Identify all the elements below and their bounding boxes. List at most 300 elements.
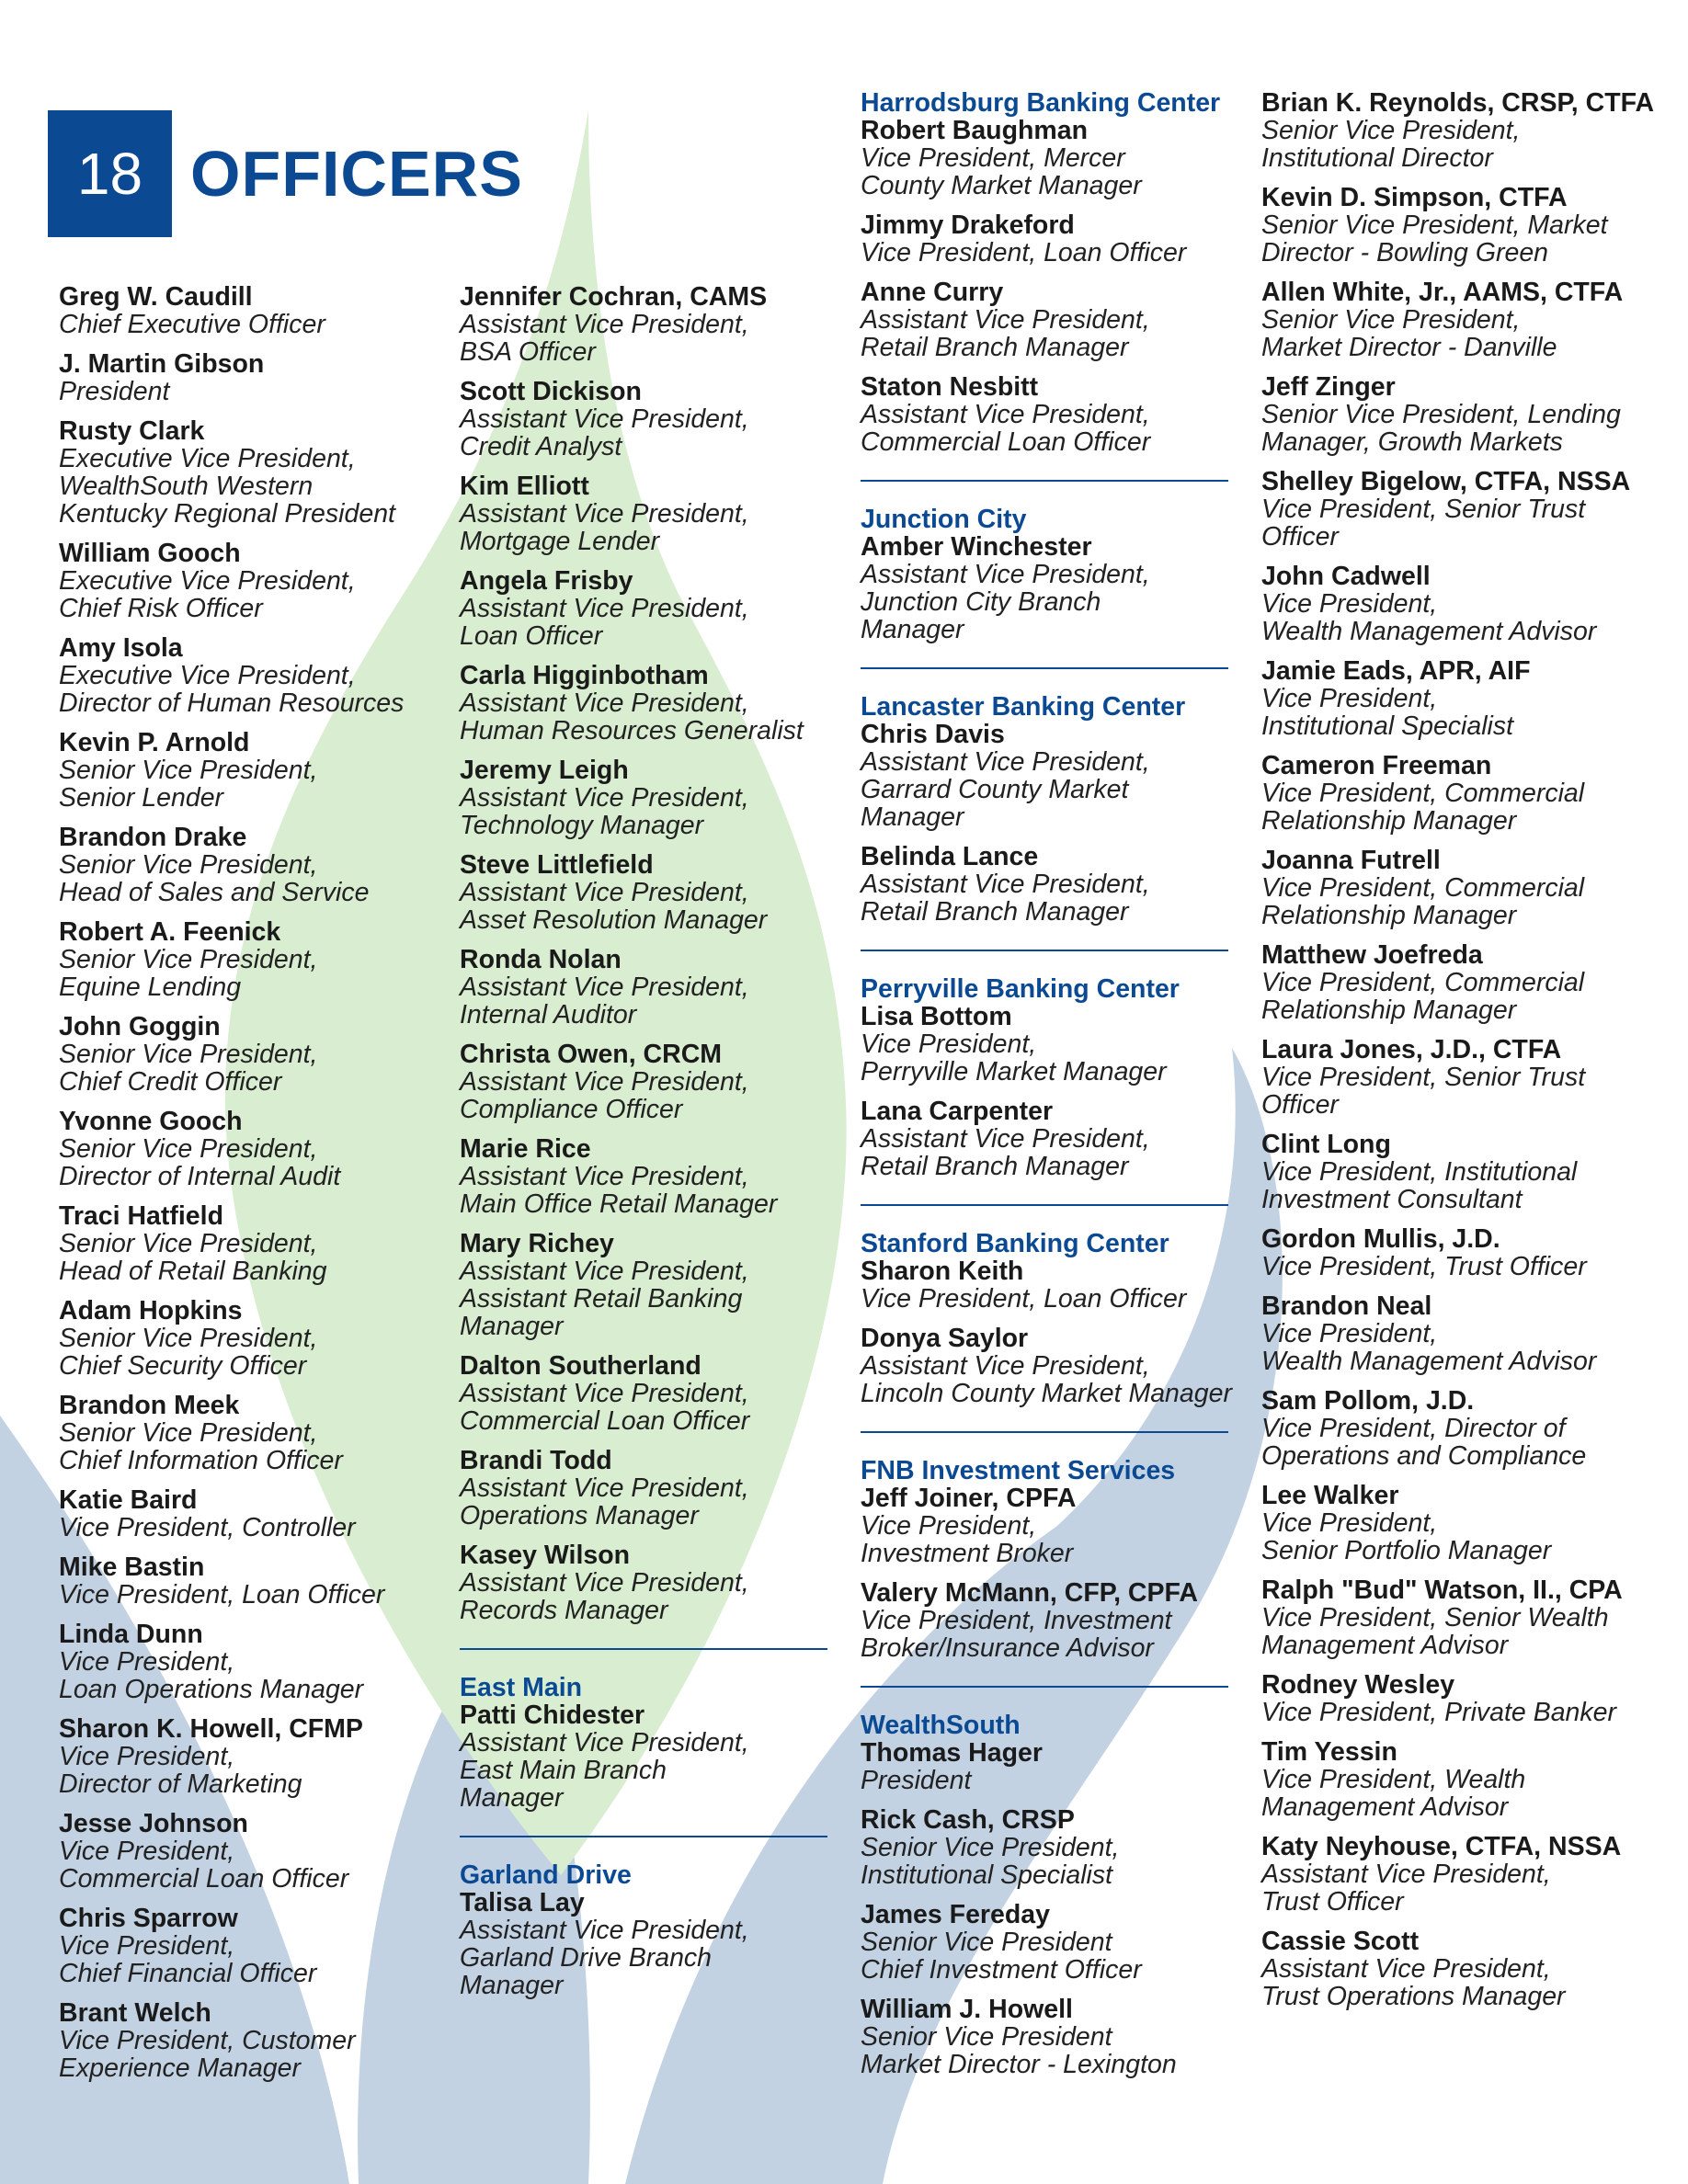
officer-title: Assistant Vice President, [460, 1728, 749, 1757]
officer-title: Vice President, Commercial [1261, 873, 1585, 903]
officer-entry [59, 1999, 404, 2082]
officer-name: Lee Walker [1261, 1481, 1399, 1510]
officer-name: Clint Long [1261, 1130, 1391, 1159]
officer-entry [460, 1447, 827, 1530]
officer-entry [861, 1257, 1232, 1313]
officer-title: Assistant Vice President, [460, 973, 749, 1002]
officer-name: Kasey Wilson [460, 1541, 631, 1570]
officer-title: WealthSouth Western [59, 472, 314, 501]
officer-title: Vice President, Loan Officer [861, 1284, 1187, 1314]
officer-title: Assistant Vice President, [460, 1379, 749, 1408]
officer-title: Asset Resolution Manager [460, 905, 768, 935]
officer-title: Assistant Vice President, [861, 560, 1150, 589]
officer-name: Sharon K. Howell, CFMP [59, 1714, 363, 1744]
officer-name: Steve Littlefield [460, 850, 654, 880]
officer-title: Senior Vice President, [59, 850, 318, 880]
officer-title: Executive Vice President, [59, 566, 356, 596]
officer-title: Vice President, Private Banker [1261, 1698, 1617, 1727]
officer-name: Jesse Johnson [59, 1809, 248, 1838]
officer-entry [861, 1098, 1232, 1180]
officer-entry [460, 378, 827, 461]
officer-entry [861, 1579, 1232, 1662]
officer-title: Vice President, Senior Trust [1261, 495, 1586, 524]
officer-title: Vice President, Institutional [1261, 1157, 1578, 1187]
officer-name: Katy Neyhouse, CTFA, NSSA [1261, 1832, 1622, 1861]
officer-title: Senior Vice President, Lending [1261, 400, 1621, 429]
officer-entry [1261, 373, 1654, 456]
officer-entry [59, 634, 404, 717]
officer-title: Vice President, Senior Trust [1261, 1063, 1586, 1092]
officer-name: Yvonne Gooch [59, 1107, 243, 1136]
officer-name: Adam Hopkins [59, 1296, 243, 1325]
officer-title: Investment Consultant [1261, 1185, 1523, 1214]
officer-title: Assistant Vice President, [460, 1067, 749, 1097]
officer-title: Vice President, Controller [59, 1513, 356, 1542]
branch-section [861, 975, 1232, 1180]
officer-title: Senior Vice President, [59, 1134, 318, 1164]
officer-name: Brandon Neal [1261, 1291, 1432, 1321]
officer-title: Vice President, [59, 1837, 235, 1866]
officer-entry [861, 1484, 1232, 1567]
officer-title: Vice President, Mercer [861, 143, 1125, 173]
officer-name: James Fereday [861, 1900, 1050, 1929]
officer-name: Lana Carpenter [861, 1097, 1054, 1126]
officer-entry [1261, 941, 1654, 1024]
page-number-box [48, 110, 172, 237]
officer-entry [861, 1996, 1232, 2078]
branch-section-title: Lancaster Banking Center [861, 692, 1186, 722]
officer-entry [460, 1041, 827, 1123]
officer-name: Joanna Futrell [1261, 846, 1441, 875]
officer-entry [59, 824, 404, 906]
officer-entry [1261, 657, 1654, 740]
officer-title: Management Advisor [1261, 1631, 1509, 1660]
officer-title: Vice President, [861, 1029, 1037, 1059]
branch-section-title: Junction City [861, 505, 1027, 534]
section-divider [460, 1648, 827, 1650]
officer-name: J. Martin Gibson [59, 349, 265, 379]
officer-entry [861, 211, 1232, 267]
officer-entry [460, 1352, 827, 1435]
officer-title: Director of Human Resources [59, 688, 405, 718]
officer-title: Assistant Vice President, [460, 499, 749, 529]
officer-entry [59, 729, 404, 812]
officer-title: Mortgage Lender [460, 527, 660, 556]
officer-entry [460, 1889, 827, 1999]
officer-title: Chief Risk Officer [59, 594, 263, 623]
officer-title: Operations Manager [460, 1501, 699, 1530]
officer-entry [59, 417, 404, 528]
officer-title: Lincoln County Market Manager [861, 1379, 1232, 1408]
officer-title: Assistant Vice President, [861, 1124, 1150, 1154]
officer-title: Retail Branch Manager [861, 333, 1129, 362]
officer-title: Management Advisor [1261, 1792, 1509, 1822]
officer-entry [59, 1108, 404, 1190]
section-divider [861, 667, 1228, 669]
officer-name: Rusty Clark [59, 416, 205, 446]
officer-title: Institutional Director [1261, 143, 1493, 173]
branch-section-title: Stanford Banking Center [861, 1229, 1169, 1258]
officer-title: Senior Vice President, [1261, 116, 1521, 145]
officer-entry [1261, 1131, 1654, 1213]
officer-entry [460, 1701, 827, 1812]
officer-name: Brian K. Reynolds, CRSP, CTFA [1261, 88, 1655, 118]
officer-title: Vice President, [1261, 1319, 1438, 1348]
officer-name: Sam Pollom, J.D. [1261, 1386, 1475, 1416]
officer-title: Wealth Management Advisor [1261, 617, 1597, 646]
officer-title: Vice President, Director of [1261, 1414, 1566, 1443]
officer-title: Vice President, [59, 1742, 235, 1771]
officer-name: Brandon Meek [59, 1391, 240, 1420]
officer-entry [59, 918, 404, 1001]
officer-title: Wealth Management Advisor [1261, 1347, 1597, 1376]
officer-name: Chris Sparrow [59, 1904, 238, 1933]
officer-title: Chief Information Officer [59, 1446, 343, 1475]
officer-title: Assistant Vice President, [460, 1257, 749, 1286]
officer-entry [1261, 1576, 1654, 1659]
officer-entry [460, 283, 827, 366]
officer-title: Vice President, [59, 1647, 235, 1677]
officer-name: Kim Elliott [460, 472, 589, 501]
branch-section-title: WealthSouth [861, 1711, 1021, 1740]
officer-name: Matthew Joefreda [1261, 940, 1483, 970]
officer-title: Trust Officer [1261, 1887, 1404, 1917]
branch-section-title: FNB Investment Services [861, 1456, 1176, 1485]
officer-name: William Gooch [59, 539, 241, 568]
officer-name: John Cadwell [1261, 562, 1431, 591]
branch-section-title: Garland Drive [460, 1860, 632, 1890]
officer-title: Assistant Vice President, [1261, 1860, 1551, 1889]
page-number: 18 [76, 141, 143, 207]
officer-entry [1261, 563, 1654, 645]
officer-title: Assistant Vice President, [861, 1351, 1150, 1381]
officer-entry [59, 1392, 404, 1474]
officer-entry [460, 1135, 827, 1218]
officer-title: Retail Branch Manager [861, 897, 1129, 927]
officer-name: William J. Howell [861, 1995, 1073, 2024]
branch-section-title: East Main [460, 1673, 583, 1702]
officer-name: Patti Chidester [460, 1701, 645, 1730]
officer-entry [1261, 184, 1654, 267]
officer-title: Senior Vice President, [59, 1040, 318, 1069]
officer-title: Senior Vice President [861, 1928, 1112, 1957]
officer-title: Manager [460, 1312, 564, 1341]
officer-title: Assistant Vice President, [460, 310, 749, 339]
officer-name: Traci Hatfield [59, 1201, 223, 1231]
officer-title: Director of Internal Audit [59, 1162, 341, 1191]
officers-column-2 [460, 283, 827, 2011]
officer-title: Senior Vice President, [59, 1418, 318, 1448]
officer-title: Assistant Vice President, [460, 594, 749, 623]
officer-title: Assistant Vice President, [861, 305, 1150, 335]
officers-column-1 [59, 283, 404, 2094]
branch-section [861, 89, 1232, 456]
officer-title: Officer [1261, 522, 1339, 552]
officers-column-4 [1261, 89, 1654, 2022]
officer-title: Institutional Specialist [1261, 711, 1514, 741]
officer-name: Marie Rice [460, 1134, 591, 1164]
officer-name: Katie Baird [59, 1485, 198, 1515]
officer-entry [460, 756, 827, 839]
officer-title: Director - Bowling Green [1261, 238, 1549, 267]
officer-title: Trust Operations Manager [1261, 1982, 1566, 2011]
officer-entry [861, 1739, 1232, 1794]
officer-entry [460, 567, 827, 650]
officer-name: Rodney Wesley [1261, 1670, 1455, 1700]
officer-name: Rick Cash, CRSP [861, 1805, 1075, 1835]
officer-title: Vice President, Wealth [1261, 1765, 1526, 1794]
officer-title: Chief Investment Officer [861, 1955, 1142, 1985]
officer-entry [460, 1230, 827, 1340]
officer-title: Head of Sales and Service [59, 878, 370, 907]
officer-title: Vice President, Investment [861, 1606, 1172, 1635]
officer-title: Vice President, Loan Officer [861, 238, 1187, 267]
officers-column-3 [861, 89, 1232, 2090]
officer-entry [1261, 89, 1654, 172]
officer-name: Dalton Southerland [460, 1351, 701, 1381]
section-divider [460, 1836, 827, 1837]
officer-entry [1261, 1387, 1654, 1470]
officer-entry [460, 662, 827, 745]
officer-title: Broker/Insurance Advisor [861, 1633, 1154, 1663]
officer-name: Sharon Keith [861, 1257, 1024, 1286]
officer-title: Manager [460, 1783, 564, 1813]
officer-name: Jeff Zinger [1261, 372, 1396, 402]
officer-name: Gordon Mullis, J.D. [1261, 1224, 1500, 1254]
officer-entry [861, 1806, 1232, 1889]
officer-title: Assistant Vice President, [1261, 1954, 1551, 1984]
officer-name: Cameron Freeman [1261, 751, 1492, 780]
officer-title: Executive Vice President, [59, 661, 356, 690]
officer-name: Brandon Drake [59, 823, 247, 852]
officer-name: Jeff Joiner, CPFA [861, 1484, 1077, 1513]
branch-section-title: Harrodsburg Banking Center [861, 88, 1221, 118]
officer-name: Cassie Scott [1261, 1927, 1420, 1956]
officer-entry [59, 1905, 404, 1987]
officer-title: Vice President, Customer [59, 2026, 356, 2055]
officer-name: Shelley Bigelow, CTFA, NSSA [1261, 467, 1631, 496]
officer-title: Loan Officer [460, 621, 603, 651]
officer-name: Laura Jones, J.D., CTFA [1261, 1035, 1562, 1064]
officer-entry [59, 540, 404, 622]
section-divider [861, 950, 1228, 951]
officer-title: Senior Vice President, [59, 1324, 318, 1353]
officer-name: Ralph "Bud" Watson, II., CPA [1261, 1575, 1623, 1605]
officer-title: Market Director - Danville [1261, 333, 1557, 362]
officer-entry [59, 350, 404, 405]
officer-entry [59, 1202, 404, 1285]
officer-title: Vice President, Commercial [1261, 779, 1585, 808]
officer-title: Retail Branch Manager [861, 1152, 1129, 1181]
officer-name: Angela Frisby [460, 566, 633, 596]
branch-section-title: Perryville Banking Center [861, 974, 1180, 1004]
officer-title: Equine Lending [59, 973, 242, 1002]
officer-name: Talisa Lay [460, 1888, 585, 1917]
officer-title: Assistant Vice President, [861, 400, 1150, 429]
officer-entry [1261, 1738, 1654, 1821]
page-header [48, 110, 523, 237]
officer-entry [1261, 752, 1654, 835]
officer-title: Human Resources Generalist [460, 716, 804, 745]
officer-name: Tim Yessin [1261, 1737, 1397, 1767]
officer-title: Chief Executive Officer [59, 310, 325, 339]
officer-entry [460, 946, 827, 1029]
officer-title: Senior Vice President, Market [1261, 210, 1608, 240]
officer-title: Investment Broker [861, 1539, 1074, 1568]
officer-name: Mike Bastin [59, 1553, 205, 1582]
officer-name: Jeremy Leigh [460, 756, 629, 785]
officer-title: Senior Vice President [861, 2022, 1112, 2052]
officer-title: Market Director - Lexington [861, 2050, 1177, 2079]
officer-title: Senior Vice President, [59, 1229, 318, 1258]
officer-name: Mary Richey [460, 1229, 614, 1258]
officer-entry [59, 1715, 404, 1798]
officer-title: East Main Branch [460, 1756, 667, 1785]
officer-name: Allen White, Jr., AAMS, CTFA [1261, 278, 1624, 307]
section-divider [861, 1431, 1228, 1433]
officer-name: John Goggin [59, 1012, 221, 1041]
officer-name: Amy Isola [59, 633, 183, 663]
officer-title: Commercial Loan Officer [460, 1406, 750, 1436]
officer-title: Institutional Specialist [861, 1860, 1113, 1890]
officer-title: Senior Portfolio Manager [1261, 1536, 1552, 1565]
officer-entry [59, 1486, 404, 1541]
officer-name: Kevin D. Simpson, CTFA [1261, 183, 1568, 212]
officer-entry [59, 283, 404, 338]
officer-name: Staton Nesbitt [861, 372, 1039, 402]
officer-entry [59, 1810, 404, 1893]
officer-title: Assistant Vice President, [861, 870, 1150, 899]
officer-entry [861, 373, 1232, 456]
officer-entry [861, 1003, 1232, 1086]
branch-section [861, 506, 1232, 643]
officer-entry [59, 1297, 404, 1380]
officer-title: Vice President, [59, 1931, 235, 1961]
officer-entry [861, 721, 1232, 831]
officer-entry [861, 533, 1232, 643]
officer-entry [59, 1621, 404, 1703]
officer-title: Vice President, Loan Officer [59, 1580, 385, 1610]
officer-title: Vice President, Senior Wealth [1261, 1603, 1609, 1632]
officer-title: Senior Vice President, [1261, 305, 1521, 335]
officer-title: Internal Auditor [460, 1000, 637, 1029]
officer-title: Relationship Manager [1261, 806, 1517, 836]
officer-title: Experience Manager [59, 2053, 301, 2083]
officer-entry [1261, 468, 1654, 551]
officer-title: President [59, 377, 170, 406]
officer-title: Vice President, [861, 1511, 1037, 1541]
officer-title: Vice President, Commercial [1261, 968, 1585, 997]
branch-section [861, 1712, 1232, 2078]
officer-entry [460, 472, 827, 555]
officer-title: Technology Manager [460, 811, 704, 840]
branch-section [861, 693, 1232, 926]
officer-title: Senior Vice President, [59, 756, 318, 785]
officer-entry [861, 1325, 1232, 1407]
officer-title: Chief Financial Officer [59, 1959, 317, 1988]
officer-title: Garrard County Market [861, 775, 1129, 804]
officer-title: Garland Drive Branch [460, 1943, 713, 1973]
officer-entry [1261, 1482, 1654, 1564]
section-divider [861, 1204, 1228, 1206]
officer-title: Assistant Vice President, [460, 688, 749, 718]
branch-section [861, 1457, 1232, 1662]
officer-name: Valery McMann, CFP, CPFA [861, 1578, 1198, 1608]
officer-name: Donya Saylor [861, 1324, 1029, 1353]
officer-entry [861, 279, 1232, 361]
officer-entry [861, 843, 1232, 926]
officer-title: Main Office Retail Manager [460, 1189, 778, 1219]
officer-entry [1261, 279, 1654, 361]
officer-entry [861, 117, 1232, 199]
officer-title: Perryville Market Manager [861, 1057, 1167, 1086]
officer-title: Assistant Vice President, [460, 1916, 749, 1945]
officer-name: Ronda Nolan [460, 945, 622, 974]
officer-title: Senior Lender [59, 783, 224, 813]
officer-name: Jamie Eads, APR, AIF [1261, 656, 1531, 686]
officer-name: Chris Davis [861, 720, 1005, 749]
section-divider [861, 480, 1228, 482]
section-divider [861, 1686, 1228, 1688]
officer-name: Belinda Lance [861, 842, 1039, 871]
officer-title: Vice President, [1261, 1508, 1438, 1538]
officer-entry [1261, 1833, 1654, 1916]
officer-title: Director of Marketing [59, 1769, 302, 1799]
officer-title: Junction City Branch [861, 587, 1101, 617]
officer-title: President [861, 1766, 972, 1795]
officer-name: Greg W. Caudill [59, 282, 253, 312]
officer-name: Christa Owen, CRCM [460, 1040, 723, 1069]
officer-name: Carla Higginbotham [460, 661, 709, 690]
officer-name: Linda Dunn [59, 1620, 203, 1649]
officer-title: Chief Security Officer [59, 1351, 307, 1381]
officer-title: Commercial Loan Officer [59, 1864, 349, 1894]
officer-entry [1261, 1292, 1654, 1375]
officer-entry [1261, 847, 1654, 929]
officer-name: Robert A. Feenick [59, 917, 281, 947]
officer-name: Jennifer Cochran, CAMS [460, 282, 768, 312]
officer-title: Assistant Vice President, [460, 404, 749, 434]
officer-title: Vice President, [1261, 684, 1438, 713]
officer-title: Senior Vice President, [59, 945, 318, 974]
officer-title: Commercial Loan Officer [861, 427, 1151, 457]
officer-title: Chief Credit Officer [59, 1067, 282, 1097]
branch-section [460, 1674, 827, 1812]
officer-title: County Market Manager [861, 171, 1142, 200]
officer-entry [1261, 1225, 1654, 1280]
officer-title: Relationship Manager [1261, 901, 1517, 930]
officer-name: Amber Winchester [861, 532, 1092, 562]
officer-entry [460, 1541, 827, 1624]
officer-title: Assistant Vice President, [861, 747, 1150, 777]
officer-title: Head of Retail Banking [59, 1257, 327, 1286]
officer-title: Manager [460, 1971, 564, 2000]
officer-title: Manager, Growth Markets [1261, 427, 1563, 457]
officer-title: Assistant Vice President, [460, 1473, 749, 1503]
officer-title: Compliance Officer [460, 1095, 683, 1124]
officer-title: Vice President, [1261, 589, 1438, 619]
officer-entry [1261, 1928, 1654, 2010]
officer-name: Lisa Bottom [861, 1002, 1012, 1031]
officer-name: Thomas Hager [861, 1738, 1043, 1768]
branch-section [861, 1230, 1232, 1407]
officer-title: Relationship Manager [1261, 995, 1517, 1025]
officer-entry [460, 851, 827, 934]
officer-name: Robert Baughman [861, 116, 1089, 145]
officer-title: Officer [1261, 1090, 1339, 1120]
officer-entry [1261, 1671, 1654, 1726]
officer-title: Assistant Vice President, [460, 783, 749, 813]
